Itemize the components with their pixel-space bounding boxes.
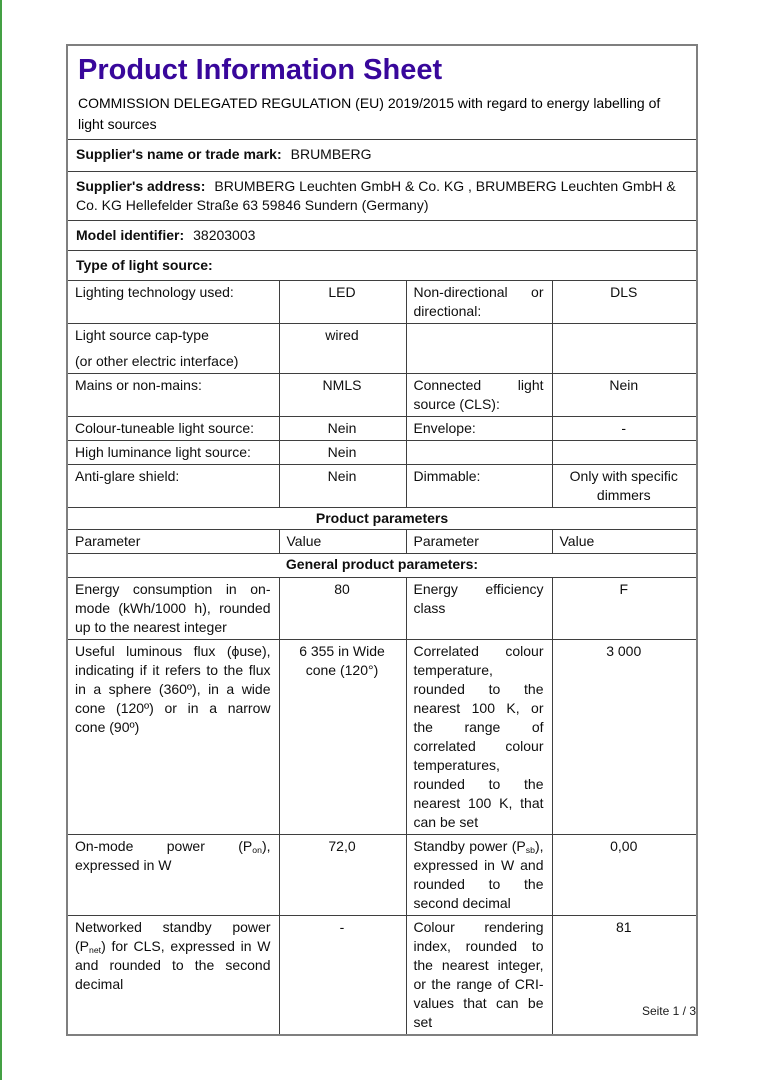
page-number: Seite 1 / 3 bbox=[641, 1004, 696, 1018]
param-cell: High luminance light source: bbox=[67, 441, 279, 465]
value-cell: Nein bbox=[552, 374, 697, 417]
value-cell: 6 355 in Wide cone (120°) bbox=[279, 640, 406, 835]
table-row bbox=[67, 417, 697, 441]
value-cell: - bbox=[552, 417, 697, 441]
value-cell: 80 bbox=[279, 578, 406, 640]
value-cell: 81 bbox=[552, 916, 697, 1036]
table-row bbox=[67, 374, 697, 417]
header-cell bbox=[67, 45, 697, 140]
param-cell bbox=[406, 441, 552, 465]
param-cell: Colour-tuneable light source: bbox=[67, 417, 279, 441]
product-info-table bbox=[66, 44, 698, 1036]
table-row bbox=[67, 324, 697, 374]
param-cell: Correlated colour temperature, rounded to the nearest 100 K, or the range of correlated colour temperatures, rounded to the nearest 100 K, that can be set bbox=[406, 640, 552, 835]
regulation-subtitle: COMMISSION DELEGATED REGULATION (EU) 2019/2015 with regard to energy labelling of light sources bbox=[78, 95, 661, 132]
model-identifier-row bbox=[67, 221, 697, 251]
value-cell: F bbox=[552, 578, 697, 640]
column-header: Value bbox=[552, 530, 697, 554]
param-cell: Useful luminous flux (ϕuse), indicating if it refers to the flux in a sphere (360º), in a wide cone (120º) or in a narrow cone (90º) bbox=[67, 640, 279, 835]
table-row bbox=[67, 835, 697, 916]
value-cell: - bbox=[279, 916, 406, 1036]
value-cell bbox=[552, 324, 697, 374]
param-line-2: (or other electric interface) bbox=[75, 353, 239, 369]
value-cell: LED bbox=[279, 281, 406, 324]
type-of-light-source-row bbox=[67, 251, 697, 281]
param-line-1: Light source cap-type bbox=[75, 327, 209, 343]
left-edge-accent bbox=[0, 0, 2, 1080]
column-header-row bbox=[67, 530, 697, 554]
param-cell: Non-directional or directional: bbox=[406, 281, 552, 324]
param-cell: Standby power $(P_{sb})$, expressed in W and rounded to the second decimal bbox=[406, 835, 552, 916]
header-row bbox=[67, 45, 697, 140]
param-cell bbox=[406, 324, 552, 374]
column-header: Parameter bbox=[406, 530, 552, 554]
supplier-address-row bbox=[67, 172, 697, 221]
table-row bbox=[67, 578, 697, 640]
param-cell: Energy consumption in on-mode (kWh/1000 h), rounded up to the nearest integer bbox=[67, 578, 279, 640]
param-cell bbox=[67, 324, 279, 374]
value-cell: 72,0 bbox=[279, 835, 406, 916]
model-identifier-value: 38203003 bbox=[193, 227, 256, 243]
supplier-address-label: Supplier's address: bbox=[76, 178, 206, 194]
value-cell: Nein bbox=[279, 417, 406, 441]
table-row bbox=[67, 465, 697, 508]
model-identifier-label: Model identifier: bbox=[76, 227, 185, 243]
param-cell: Anti-glare shield: bbox=[67, 465, 279, 508]
type-of-light-source-label: Type of light source: bbox=[76, 257, 213, 273]
value-cell: Only with specific dimmers bbox=[552, 465, 697, 508]
value-cell: Nein bbox=[279, 465, 406, 508]
value-cell: wired bbox=[279, 324, 406, 374]
page-title: Product Information Sheet bbox=[78, 54, 443, 86]
param-cell: Dimmable: bbox=[406, 465, 552, 508]
section-header-row bbox=[67, 554, 697, 578]
value-cell: Nein bbox=[279, 441, 406, 465]
supplier-address-value: BRUMBERG Leuchten GmbH & Co. KG , BRUMBERG Leuchten GmbH & Co. KG Hellefelder Straße 63 59846 Sundern (Germany) bbox=[76, 178, 676, 213]
value-cell: 3 000 bbox=[552, 640, 697, 835]
supplier-name-label: Supplier's name or trade mark: bbox=[76, 146, 282, 162]
value-cell: DLS bbox=[552, 281, 697, 324]
column-header: Value bbox=[279, 530, 406, 554]
section-header-row bbox=[67, 508, 697, 530]
param-cell: Networked standby power $(P_{net})$ for CLS, expressed in W and rounded to the second decimal bbox=[67, 916, 279, 1036]
table-row bbox=[67, 640, 697, 835]
table-row bbox=[67, 281, 697, 324]
supplier-name-value: BRUMBERG bbox=[290, 146, 372, 162]
param-cell: Energy efficiency class bbox=[406, 578, 552, 640]
param-cell: On-mode power $(P_{on})$, expressed in W bbox=[67, 835, 279, 916]
general-product-parameters-title: General product parameters: bbox=[67, 554, 697, 578]
param-cell: Connected light source (CLS): bbox=[406, 374, 552, 417]
param-cell: Envelope: bbox=[406, 417, 552, 441]
param-cell: Colour rendering index, rounded to the nearest integer, or the range of CRI-values that can be set bbox=[406, 916, 552, 1036]
value-cell: 0,00 bbox=[552, 835, 697, 916]
param-cell: Mains or non-mains: bbox=[67, 374, 279, 417]
column-header: Parameter bbox=[67, 530, 279, 554]
value-cell: NMLS bbox=[279, 374, 406, 417]
table-row bbox=[67, 916, 697, 1036]
value-cell bbox=[552, 441, 697, 465]
supplier-name-row bbox=[67, 140, 697, 172]
param-cell: Lighting technology used: bbox=[67, 281, 279, 324]
table-row bbox=[67, 441, 697, 465]
product-parameters-title: Product parameters bbox=[67, 508, 697, 530]
